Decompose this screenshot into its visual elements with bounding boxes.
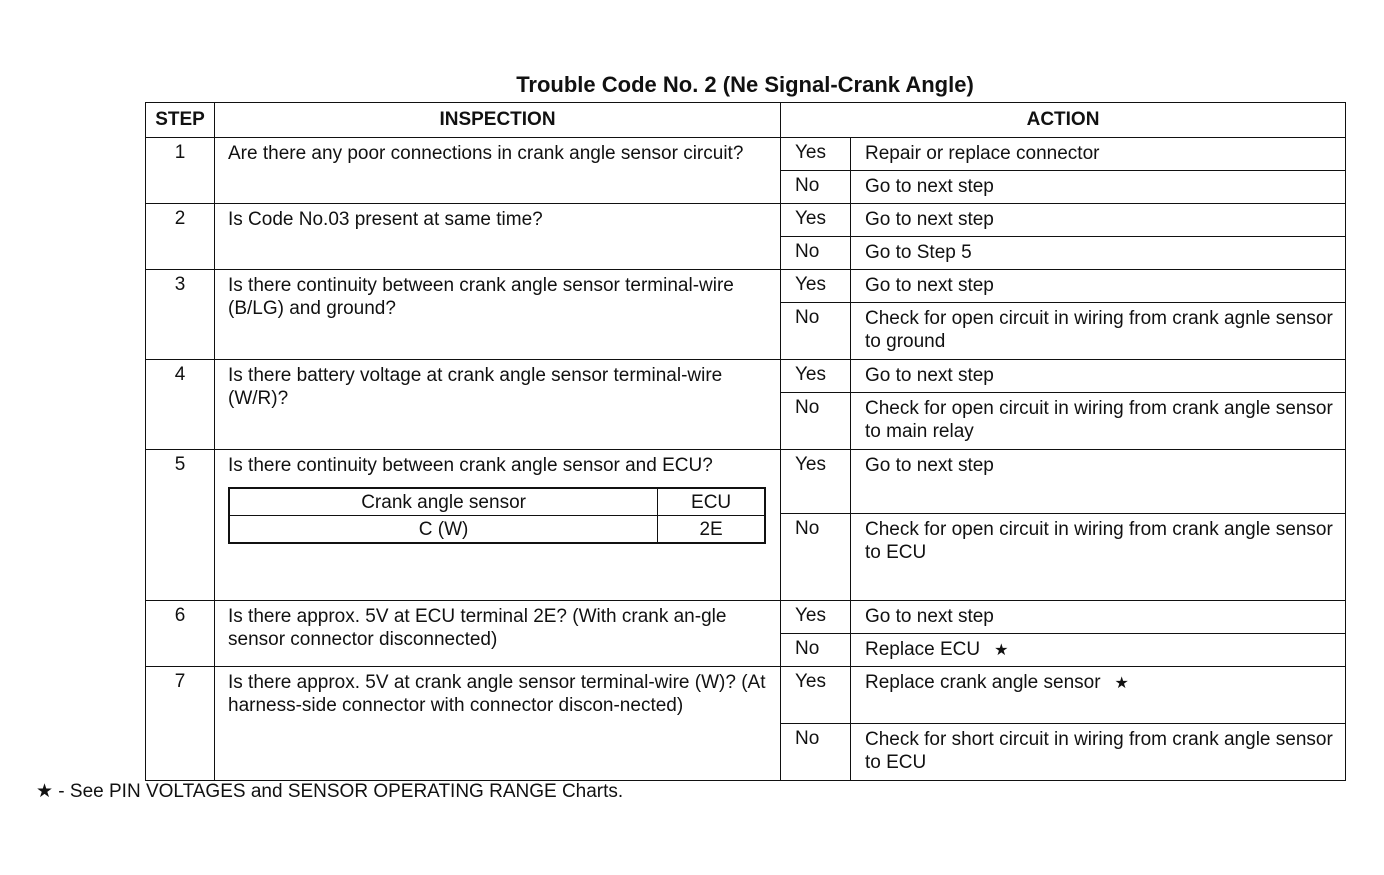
table-row (146, 450, 1346, 514)
subtable-header-sensor: Crank angle sensor (229, 488, 658, 516)
trouble-table (145, 102, 1346, 781)
subtable-value-ecu: 2E (658, 516, 765, 544)
footnote: ★ - See PIN VOLTAGES and SENSOR OPERATING RANGE Charts. (36, 781, 624, 802)
no-label: No (781, 237, 851, 270)
no-action-cell (851, 634, 1346, 667)
no-action: Check for open circuit in wiring from crank angle sensor to ECU (851, 514, 1346, 601)
subtable-header-ecu: ECU (658, 488, 765, 516)
yes-action: Replace crank angle sensor (865, 672, 1101, 693)
yes-action-cell (851, 667, 1346, 724)
step-number: 3 (146, 270, 215, 360)
subtable-value-sensor: C (W) (229, 516, 658, 544)
inspection-text: Is there approx. 5V at ECU terminal 2E? (With crank an-gle sensor connector disconnected) (215, 601, 781, 667)
header-inspection: INSPECTION (215, 103, 781, 138)
inspection-text: Is Code No.03 present at same time? (215, 204, 781, 270)
table-row (146, 138, 1346, 171)
yes-label: Yes (781, 360, 851, 393)
table-row (146, 360, 1346, 393)
no-action: Check for open circuit in wiring from crank agnle sensor to ground (851, 303, 1346, 360)
inspection-text: Is there battery voltage at crank angle sensor terminal-wire (W/R)? (215, 360, 781, 450)
no-label: No (781, 171, 851, 204)
yes-label: Yes (781, 204, 851, 237)
yes-action: Go to next step (851, 360, 1346, 393)
yes-action: Repair or replace connector (851, 138, 1346, 171)
yes-action: Go to next step (851, 270, 1346, 303)
step-number: 5 (146, 450, 215, 601)
inspection-text: Is there continuity between crank angle sensor terminal-wire (B/LG) and ground? (215, 270, 781, 360)
step-number: 6 (146, 601, 215, 667)
star-icon: ★ (1114, 675, 1129, 692)
no-label: No (781, 393, 851, 450)
page-title: Trouble Code No. 2 (Ne Signal-Crank Angle) (516, 72, 974, 97)
header-action: ACTION (781, 103, 1346, 138)
step-number: 7 (146, 667, 215, 781)
header-step: STEP (146, 103, 215, 138)
no-label: No (781, 724, 851, 781)
table-row (146, 667, 1346, 724)
inspection-text: Is there approx. 5V at crank angle sensor terminal-wire (W)? (At harness-side connector with connector discon-nected) (215, 667, 781, 781)
no-action: Check for short circuit in wiring from crank angle sensor to ECU (851, 724, 1346, 781)
no-label: No (781, 634, 851, 667)
no-action: Go to next step (851, 171, 1346, 204)
header-row (146, 103, 1346, 138)
step-number: 1 (146, 138, 215, 204)
yes-label: Yes (781, 270, 851, 303)
yes-label: Yes (781, 601, 851, 634)
step-number: 2 (146, 204, 215, 270)
yes-action: Go to next step (851, 204, 1346, 237)
yes-label: Yes (781, 450, 851, 514)
no-action: Check for open circuit in wiring from crank angle sensor to main relay (851, 393, 1346, 450)
table-row (146, 601, 1346, 634)
no-action: Go to Step 5 (851, 237, 1346, 270)
inspection-cell (215, 450, 781, 601)
table-row (146, 270, 1346, 303)
no-label: No (781, 514, 851, 601)
table-row (146, 204, 1346, 237)
yes-action: Go to next step (851, 450, 1346, 514)
yes-label: Yes (781, 138, 851, 171)
inspection-text: Are there any poor connections in crank angle sensor circuit? (215, 138, 781, 204)
inspection-text: Is there continuity between crank angle sensor and ECU? (228, 455, 713, 476)
no-action: Replace ECU (865, 639, 981, 660)
yes-label: Yes (781, 667, 851, 724)
star-icon: ★ (994, 642, 1009, 659)
step-number: 4 (146, 360, 215, 450)
no-label: No (781, 303, 851, 360)
connection-subtable (228, 487, 766, 544)
yes-action: Go to next step (851, 601, 1346, 634)
